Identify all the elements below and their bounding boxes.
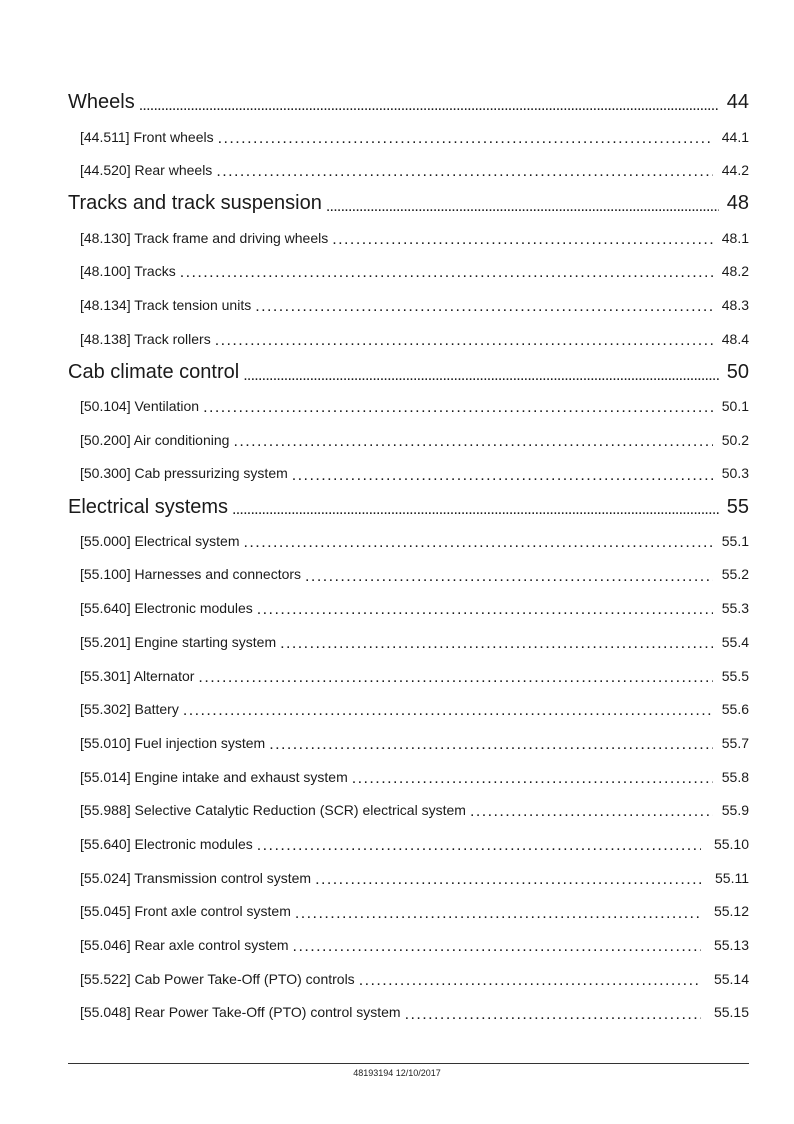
- entry-title: [55.048] Rear Power Take-Off (PTO) control system: [80, 1004, 401, 1021]
- dot-leader: [257, 837, 701, 855]
- toc-entry[interactable]: [68, 288, 749, 322]
- toc-entry[interactable]: [68, 524, 749, 558]
- entry-page-number: 48.4: [721, 330, 749, 347]
- toc-entry[interactable]: [68, 558, 749, 592]
- entry-page-number: 55.6: [721, 701, 749, 718]
- dot-leader: [269, 736, 713, 754]
- dot-leader: [244, 534, 713, 552]
- footer-divider: [68, 1063, 749, 1064]
- entry-title: [55.045] Front axle control system: [80, 903, 291, 920]
- entry-page-number: 55.8: [721, 768, 749, 785]
- entry-page-number: 55.12: [713, 903, 749, 920]
- entry-title: [55.302] Battery: [80, 701, 179, 718]
- entry-page-number: 48.3: [721, 296, 749, 313]
- toc-section-tracks[interactable]: [68, 187, 749, 221]
- entry-page-number: 55.2: [721, 566, 749, 583]
- section-page-number: 55: [726, 495, 749, 518]
- entry-title: [55.640] Electronic modules: [80, 600, 253, 617]
- dot-leader: [216, 163, 713, 181]
- toc-entry[interactable]: [68, 861, 749, 895]
- entry-title: [50.300] Cab pressurizing system: [80, 465, 288, 482]
- dot-leader: [359, 972, 701, 990]
- entry-title: [50.104] Ventilation: [80, 398, 200, 415]
- entry-title: [55.024] Transmission control system: [80, 869, 312, 886]
- toc-entry[interactable]: [68, 962, 749, 996]
- toc-section-cab-climate[interactable]: [68, 356, 749, 390]
- entry-title: [55.988] Selective Catalytic Reduction (SCR) electrical system: [80, 802, 466, 819]
- toc-entry[interactable]: [68, 423, 749, 457]
- dot-leader: [257, 601, 713, 619]
- entry-title: [55.010] Fuel injection system: [80, 734, 266, 751]
- entry-page-number: 44.1: [721, 128, 749, 145]
- section-title: Wheels: [68, 91, 135, 114]
- toc-entry[interactable]: [68, 793, 749, 827]
- entry-title: [48.100] Tracks: [80, 263, 176, 280]
- section-title: Electrical systems: [68, 495, 229, 518]
- entry-page-number: 50.2: [721, 431, 749, 448]
- dot-leader: [315, 871, 701, 889]
- entry-page-number: 48.1: [721, 229, 749, 246]
- entry-title: [55.014] Engine intake and exhaust system: [80, 768, 348, 785]
- entry-title: [48.134] Track tension units: [80, 296, 252, 313]
- dot-leader: [255, 298, 713, 316]
- dot-leader: [218, 130, 713, 148]
- entry-title: [55.301] Alternator: [80, 667, 195, 684]
- dot-leader: [180, 264, 713, 282]
- toc-entry[interactable]: [68, 996, 749, 1030]
- toc-section-electrical[interactable]: [68, 490, 749, 524]
- toc-section-wheels[interactable]: [68, 86, 749, 120]
- dot-leader: [295, 905, 701, 923]
- footer-text: 48193194 12/10/2017: [353, 1068, 441, 1078]
- entry-title: [55.201] Engine starting system: [80, 633, 277, 650]
- toc-entry[interactable]: [68, 591, 749, 625]
- toc-entry[interactable]: [68, 692, 749, 726]
- entry-page-number: 55.11: [715, 869, 749, 886]
- entry-page-number: 55.5: [721, 667, 749, 684]
- entry-title: [44.511] Front wheels: [80, 128, 214, 145]
- entry-page-number: 55.15: [713, 1004, 749, 1021]
- toc-entry[interactable]: [68, 153, 749, 187]
- dot-leader: [470, 803, 713, 821]
- toc-entry[interactable]: [68, 254, 749, 288]
- dot-leader: [326, 198, 719, 216]
- entry-title: [55.522] Cab Power Take-Off (PTO) controls: [80, 970, 355, 987]
- toc-entry[interactable]: [68, 389, 749, 423]
- table-of-contents: [68, 86, 749, 1029]
- toc-entry[interactable]: [68, 726, 749, 760]
- toc-entry[interactable]: [68, 457, 749, 491]
- dot-leader: [293, 938, 701, 956]
- toc-entry[interactable]: [68, 827, 749, 861]
- dot-leader: [352, 770, 713, 788]
- dot-leader: [203, 399, 713, 417]
- section-page-number: 48: [726, 192, 749, 215]
- dot-leader: [183, 702, 713, 720]
- entry-page-number: 50.1: [721, 398, 749, 415]
- entry-title: [55.000] Electrical system: [80, 532, 240, 549]
- entry-page-number: 55.14: [713, 970, 749, 987]
- dot-leader: [215, 332, 713, 350]
- toc-entry[interactable]: [68, 928, 749, 962]
- toc-entry[interactable]: [68, 659, 749, 693]
- toc-entry[interactable]: [68, 625, 749, 659]
- entry-page-number: 55.9: [721, 802, 749, 819]
- entry-page-number: 44.2: [721, 162, 749, 179]
- dot-leader: [332, 231, 713, 249]
- dot-leader: [243, 367, 719, 385]
- entry-page-number: 55.13: [713, 937, 749, 954]
- dot-leader: [305, 568, 713, 586]
- entry-page-number: 55.10: [713, 835, 749, 852]
- section-page-number: 44: [726, 91, 749, 114]
- entry-page-number: 55.1: [721, 532, 749, 549]
- dot-leader: [198, 669, 713, 687]
- entry-title: [48.130] Track frame and driving wheels: [80, 229, 329, 246]
- entry-page-number: 55.4: [721, 633, 749, 650]
- entry-title: [55.100] Harnesses and connectors: [80, 566, 302, 583]
- entry-page-number: 50.3: [721, 465, 749, 482]
- entry-title: [50.200] Air conditioning: [80, 431, 230, 448]
- entry-title: [55.046] Rear axle control system: [80, 937, 289, 954]
- toc-entry[interactable]: [68, 322, 749, 356]
- dot-leader: [233, 433, 713, 451]
- entry-page-number: 55.3: [721, 600, 749, 617]
- section-page-number: 50: [726, 360, 749, 383]
- entry-page-number: 55.7: [721, 734, 749, 751]
- dot-leader: [280, 635, 713, 653]
- dot-leader: [405, 1006, 701, 1024]
- section-title: Tracks and track suspension: [68, 192, 322, 215]
- entry-page-number: 48.2: [721, 263, 749, 280]
- toc-entry[interactable]: [68, 221, 749, 255]
- entry-title: [48.138] Track rollers: [80, 330, 211, 347]
- entry-title: [44.520] Rear wheels: [80, 162, 213, 179]
- toc-entry[interactable]: [68, 760, 749, 794]
- section-title: Cab climate control: [68, 360, 240, 383]
- toc-entry[interactable]: [68, 895, 749, 929]
- toc-entry[interactable]: [68, 120, 749, 154]
- dot-leader: [232, 501, 719, 519]
- dot-leader: [139, 97, 719, 115]
- entry-title: [55.640] Electronic modules: [80, 835, 253, 852]
- dot-leader: [292, 467, 713, 485]
